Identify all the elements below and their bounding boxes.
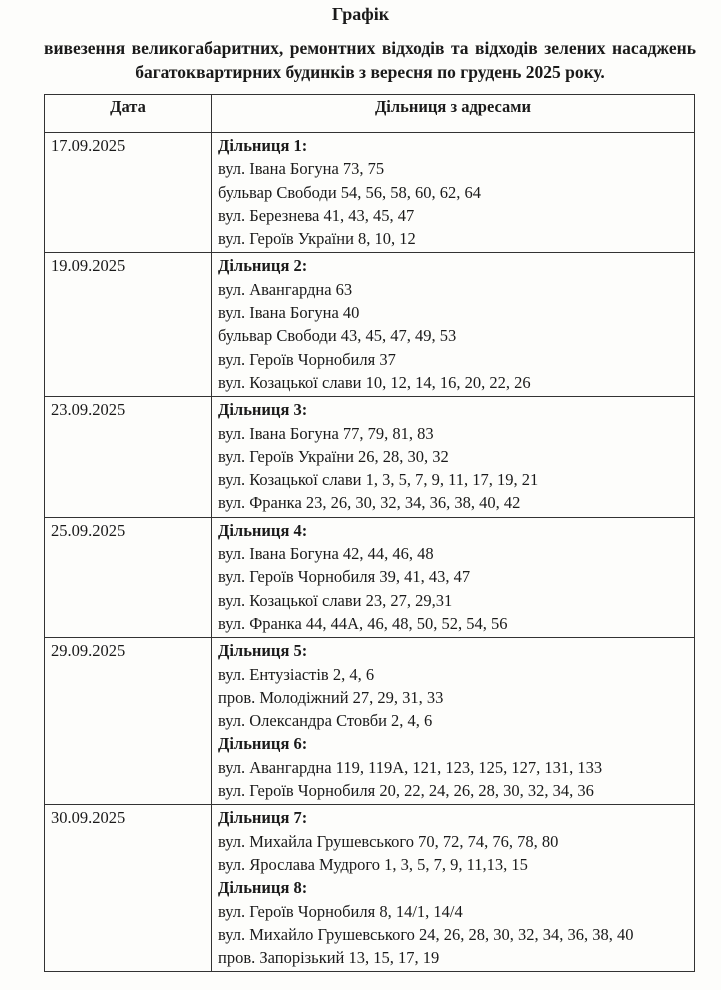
address-line: вул. Михайла Грушевського 70, 72, 74, 76, 78, 80	[218, 831, 559, 851]
address-line: вул. Авангардна 63	[218, 279, 353, 299]
row-date: 23.09.2025	[45, 397, 212, 517]
schedule-body	[45, 133, 695, 972]
row-date: 19.09.2025	[45, 253, 212, 397]
address-line: вул. Героїв Чорнобиля 8, 14/1, 14/4	[218, 901, 463, 921]
address-line: пров. Молодіжний 27, 29, 31, 33	[218, 687, 444, 707]
address-line: вул. Ярослава Мудрого 1, 3, 5, 7, 9, 11,13, 15	[218, 854, 528, 874]
address-line: вул. Івана Богуна 40	[218, 303, 360, 323]
table-row	[45, 133, 695, 253]
row-districts	[212, 133, 695, 253]
address-line: пров. Запорізький 13, 15, 17, 19	[218, 948, 440, 968]
address-line: вул. Козацької слави 10, 12, 14, 16, 20, 22, 26	[218, 372, 531, 392]
row-date: 29.09.2025	[45, 638, 212, 805]
row-date: 17.09.2025	[45, 133, 212, 253]
column-header-districts: Дільниця з адресами	[212, 95, 695, 133]
address-line: вул. Франка 23, 26, 30, 32, 34, 36, 38, 40, 42	[218, 493, 521, 513]
district-title: Дільниця 3:	[218, 400, 308, 420]
district-title: Дільниця 7:	[218, 808, 308, 828]
address-line: вул. Авангардна 119, 119А, 121, 123, 125, 127, 131, 133	[218, 757, 603, 777]
address-line: вул. Івана Богуна 77, 79, 81, 83	[218, 423, 434, 443]
row-districts	[212, 397, 695, 517]
address-line: вул. Героїв Чорнобиля 20, 22, 24, 26, 28, 30, 32, 34, 36	[218, 781, 594, 801]
row-date: 30.09.2025	[45, 805, 212, 972]
table-row	[45, 517, 695, 637]
table-row	[45, 638, 695, 805]
district-title: Дільниця 6:	[218, 734, 308, 754]
address-line: вул. Франка 44, 44А, 46, 48, 50, 52, 54, 56	[218, 613, 508, 633]
row-districts	[212, 253, 695, 397]
table-header-row	[45, 95, 695, 133]
table-row	[45, 805, 695, 972]
address-line: вул. Героїв України 8, 10, 12	[218, 229, 416, 249]
address-line: вул. Героїв Чорнобиля 39, 41, 43, 47	[218, 567, 471, 587]
district-title: Дільниця 5:	[218, 641, 308, 661]
row-districts	[212, 805, 695, 972]
district-title: Дільниця 1:	[218, 136, 308, 155]
address-line: бульвар Свободи 43, 45, 47, 49, 53	[218, 326, 457, 346]
address-line: вул. Козацької слави 23, 27, 29,31	[218, 590, 453, 610]
table-row	[45, 397, 695, 517]
table-row	[45, 253, 695, 397]
document-subtitle: вивезення великогабаритних, ремонтних відходів та відходів зелених насаджень багатоквартирних будинків з вересня по грудень 2025 року.	[44, 38, 696, 82]
district-title: Дільниця 4:	[218, 520, 308, 540]
district-title: Дільниця 2:	[218, 256, 308, 276]
address-line: вул. Козацької слави 1, 3, 5, 7, 9, 11, 17, 19, 21	[218, 470, 539, 490]
address-line: вул. Олександра Стовби 2, 4, 6	[218, 711, 433, 731]
district-title: Дільниця 8:	[218, 878, 308, 898]
address-line: бульвар Свободи 54, 56, 58, 60, 62, 64	[218, 182, 482, 202]
address-line: вул. Івана Богуна 42, 44, 46, 48	[218, 544, 434, 564]
row-districts	[212, 517, 695, 637]
address-line: вул. Березнева 41, 43, 45, 47	[218, 205, 415, 225]
address-line: вул. Івана Богуна 73, 75	[218, 159, 385, 179]
document-title: Графік	[331, 4, 390, 24]
address-line: вул. Михайло Грушевського 24, 26, 28, 30, 32, 34, 36, 38, 40	[218, 924, 634, 944]
row-date: 25.09.2025	[45, 517, 212, 637]
address-line: вул. Героїв Чорнобиля 37	[218, 349, 396, 369]
address-line: вул. Ентузіастів 2, 4, 6	[218, 664, 375, 684]
schedule-table	[44, 94, 695, 972]
address-line: вул. Героїв України 26, 28, 30, 32	[218, 446, 449, 466]
column-header-date: Дата	[45, 95, 212, 133]
row-districts	[212, 638, 695, 805]
